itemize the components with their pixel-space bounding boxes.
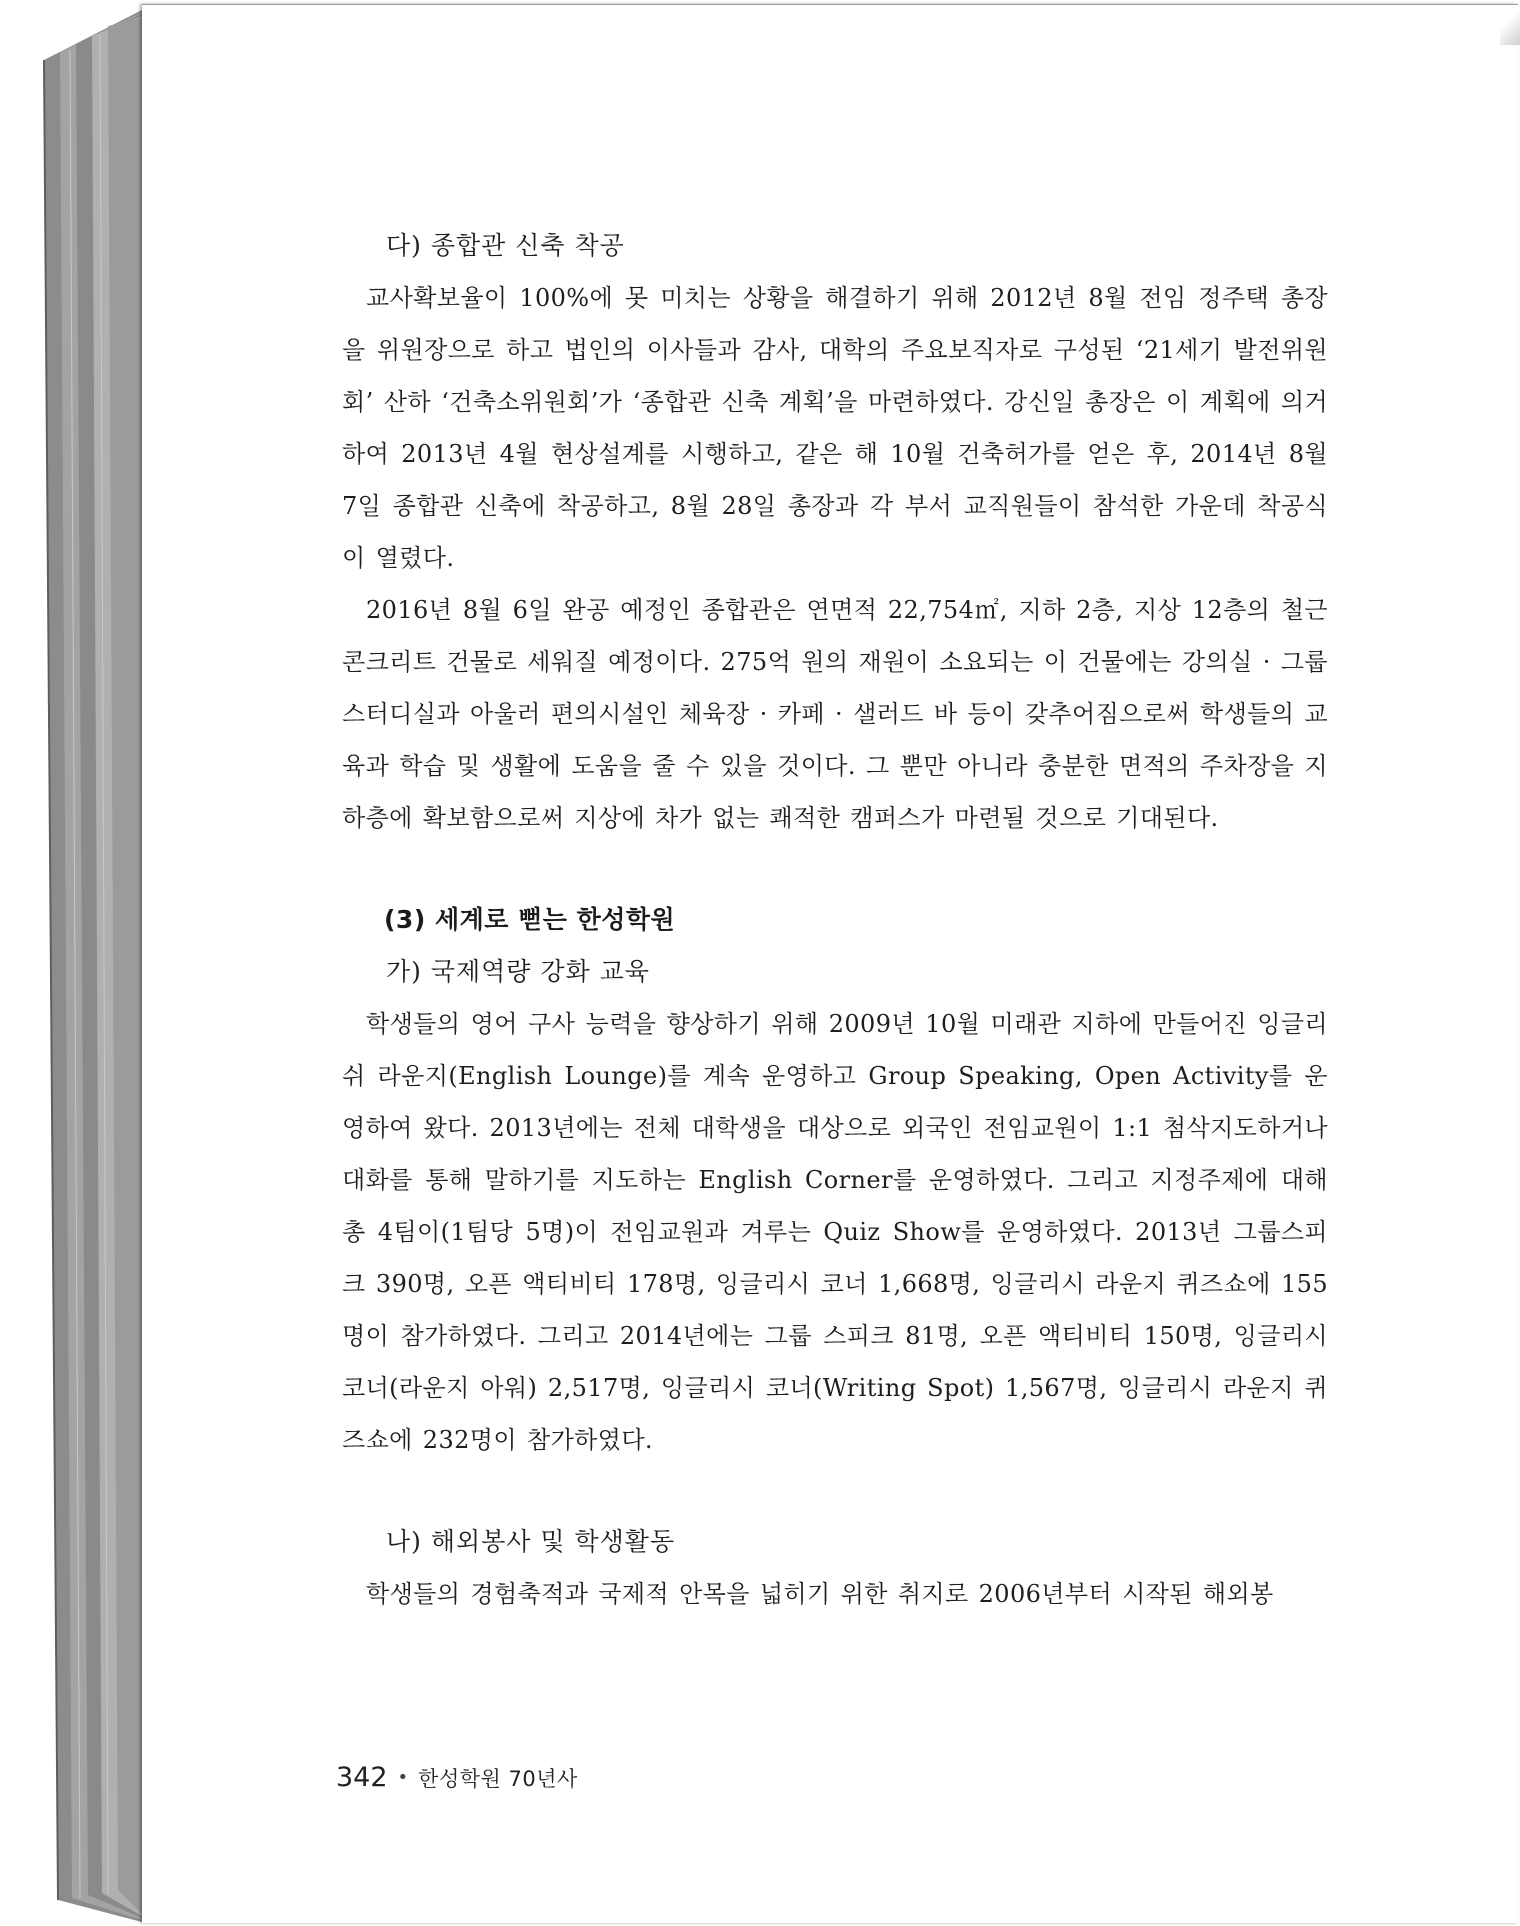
spacer bbox=[342, 844, 1328, 894]
page-number: 342 bbox=[336, 1762, 388, 1793]
paragraph: 교사확보율이 100%에 못 미치는 상황을 해결하기 위해 2012년 8월 전임 정주택 총장을 위원장으로 하고 법인의 이사들과 감사, 대학의 주요보직자로 구성된 ‘21세기 발전위원회’ 산하 ‘건축소위원회’가 ‘종합관 신축 계획’을 마련하였다. 강신일 총장은 이 계획에 의거하여 2013년 4월 현상설계를 시행하고, 같은 해 10월 건축허가를 얻은 후, 2014년 8월 7일 종합관 신축에 착공하고, 8월 28일 총장과 각 부서 교직원들이 참석한 가운데 착공식이 열렸다. bbox=[342, 284, 1328, 572]
subsection-heading-na: 나) 해외봉사 및 학생활동 bbox=[386, 1527, 676, 1556]
subsection-heading-da: 다) 종합관 신축 착공 bbox=[386, 231, 625, 260]
footer-separator: • bbox=[397, 1767, 409, 1788]
book-title: 한성학원 70년사 bbox=[418, 1766, 578, 1791]
spacer bbox=[342, 1466, 1328, 1516]
paragraph: 학생들의 영어 구사 능력을 향상하기 위해 2009년 10월 미래관 지하에 만들어진 잉글리쉬 라운지(English Lounge)를 계속 운영하고 Group Speaking, Open Activity를 운영하여 왔다. 2013년에는 전체 대학생을 대상으로 외국인 전임교원이 1:1 첨삭지도하거나 대화를 통해 말하기를 지도하는 English Corner를 운영하였다. 그리고 지정주제에 대해 총 4팀이(1팀당 5명)이 전임교원과 겨루는 Quiz Show를 운영하였다. 2013년 그룹스피크 390명, 오픈 액티비티 178명, 잉글리시 코너 1,668명, 잉글리시 라운지 퀴즈쇼에 155명이 참가하였다. 그리고 2014년에는 그룹 스피크 81명, 오픈 액티비티 150명, 잉글리시 코너(라운지 아워) 2,517명, 잉글리시 코너(Writing Spot) 1,567명, 잉글리시 라운지 퀴즈쇼에 232명이 참가하였다. bbox=[342, 1010, 1328, 1454]
page-content bbox=[342, 220, 1328, 1620]
subsection-heading-ga: 가) 국제역량 강화 교육 bbox=[386, 957, 650, 986]
paragraph: 2016년 8월 6일 완공 예정인 종합관은 연면적 22,754㎡, 지하 2층, 지상 12층의 철근콘크리트 건물로 세워질 예정이다. 275억 원의 재원이 소요되는 이 건물에는 강의실 · 그룹스터디실과 아울러 편의시설인 체육장 · 카페 · 샐러드 바 등이 갖추어짐으로써 학생들의 교육과 학습 및 생활에 도움을 줄 수 있을 것이다. 그 뿐만 아니라 충분한 면적의 주차장을 지하층에 확보함으로써 지상에 차가 없는 쾌적한 캠퍼스가 마련될 것으로 기대된다. bbox=[342, 596, 1328, 832]
paragraph: 학생들의 경험축적과 국제적 안목을 넓히기 위한 취지로 2006년부터 시작된 해외봉 bbox=[366, 1580, 1274, 1608]
page-footer bbox=[336, 1762, 578, 1793]
section-heading-3: (3) 세계로 뻗는 한성학원 bbox=[384, 905, 676, 934]
